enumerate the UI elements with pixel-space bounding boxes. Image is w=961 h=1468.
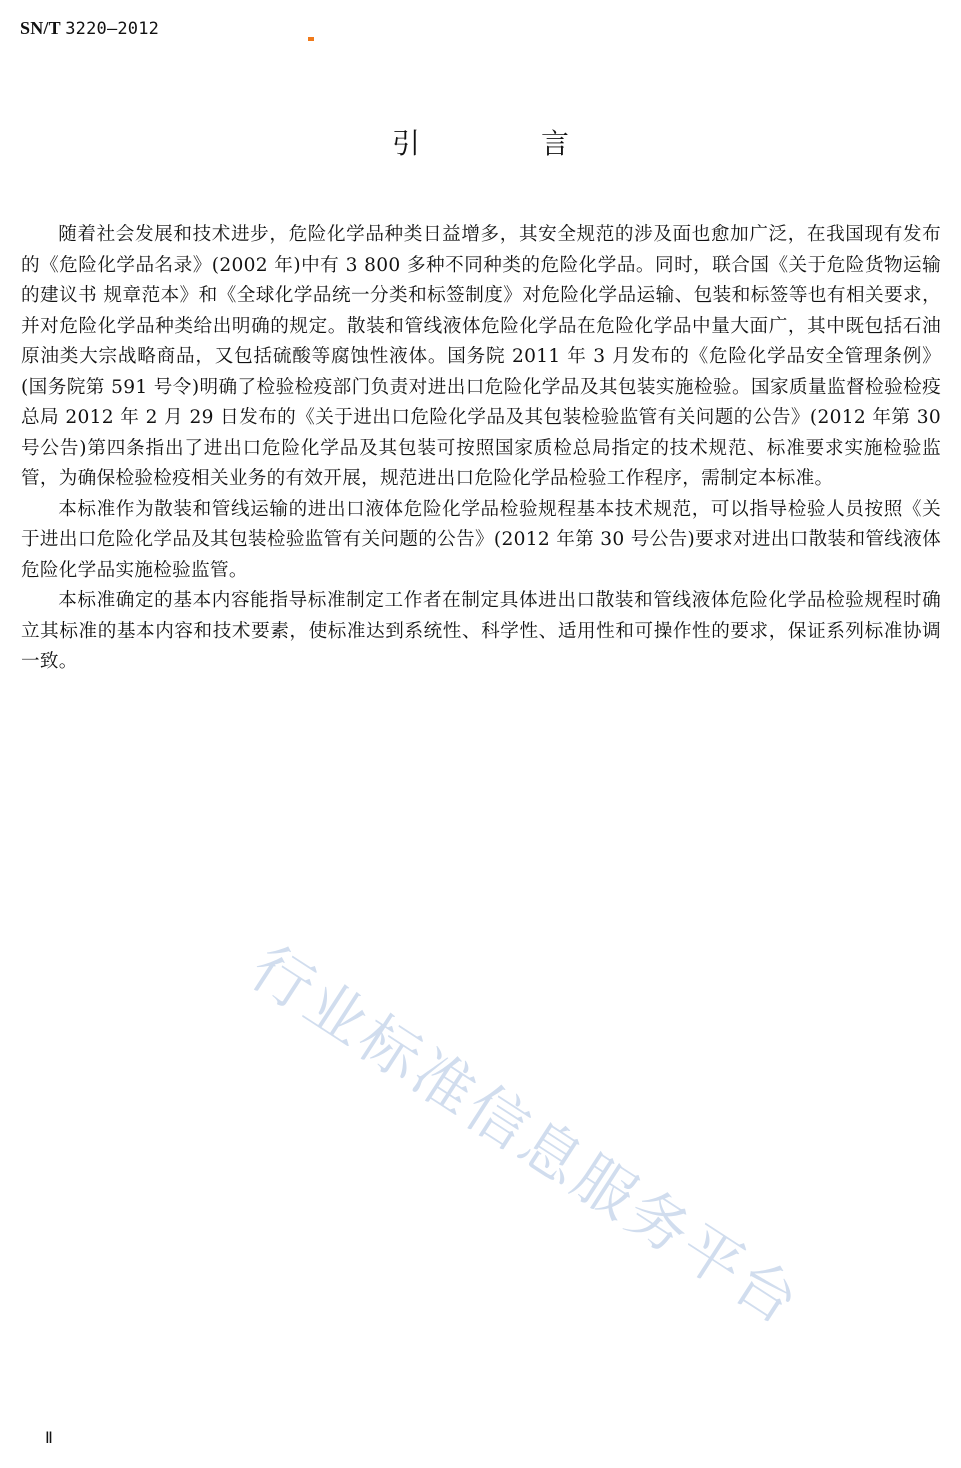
orange-marker	[308, 37, 314, 41]
watermark: 行业标准信息服务平台	[238, 932, 814, 1341]
paragraph-2: 本标准作为散装和管线运输的进出口液体危险化学品检验规程基本技术规范，可以指导检验人员按照《关于进出口危险化学品及其包装检验监管有关问题的公告》(2012 年第 30 号公告)要求对进出口散装和管线液体危险化学品实施检验监管。	[21, 498, 941, 581]
document-code	[20, 18, 159, 39]
paragraph-1: 随着社会发展和技术进步，危险化学品种类日益增多，其安全规范的涉及面也愈加广泛，在我国现有发布的《危险化学品名录》(2002 年)中有 3 800 多种不同种类的危险化学品。同时，联合国《关于危险货物运输的建议书 规章范本》和《全球化学品统一分类和标签制度》对危险化学品运输、包装和标签等也有相关要求，并对危险化学品种类给出明确的规定。散装和管线液体危险化学品在危险化学品中量大面广，其中既包括石油原油类大宗战略商品，又包括硫酸等腐蚀性液体。国务院 2011 年 3 月发布的《危险化学品安全管理条例》(国务院第 591 号令)明确了检验检疫部门负责对进出口危险化学品及其包装实施检验。国家质量监督检验检疫总局 2012 年 2 月 29 日发布的《关于进出口危险化学品及其包装检验监管有关问题的公告》(2012 年第 30 号公告)第四条指出了进出口危险化学品及其包装可按照国家质检总局指定的技术规范、标准要求实施检验监管，为确保检验检疫相关业务的有效开展，规范进出口危险化学品检验工作程序，需制定本标准。	[21, 224, 941, 489]
document-code-prefix: SN/T	[20, 18, 61, 38]
page-number: Ⅱ	[45, 1430, 53, 1447]
page-title: 引 言	[392, 127, 625, 160]
document-code-number: 3220—2012	[65, 19, 160, 39]
body-text	[21, 220, 941, 678]
paragraph-3: 本标准确定的基本内容能指导标准制定工作者在制定具体进出口散装和管线液体危险化学品检验规程时确立其标准的基本内容和技术要素，使标准达到系统性、科学性、适用性和可操作性的要求，保证系列标准协调一致。	[21, 590, 941, 672]
